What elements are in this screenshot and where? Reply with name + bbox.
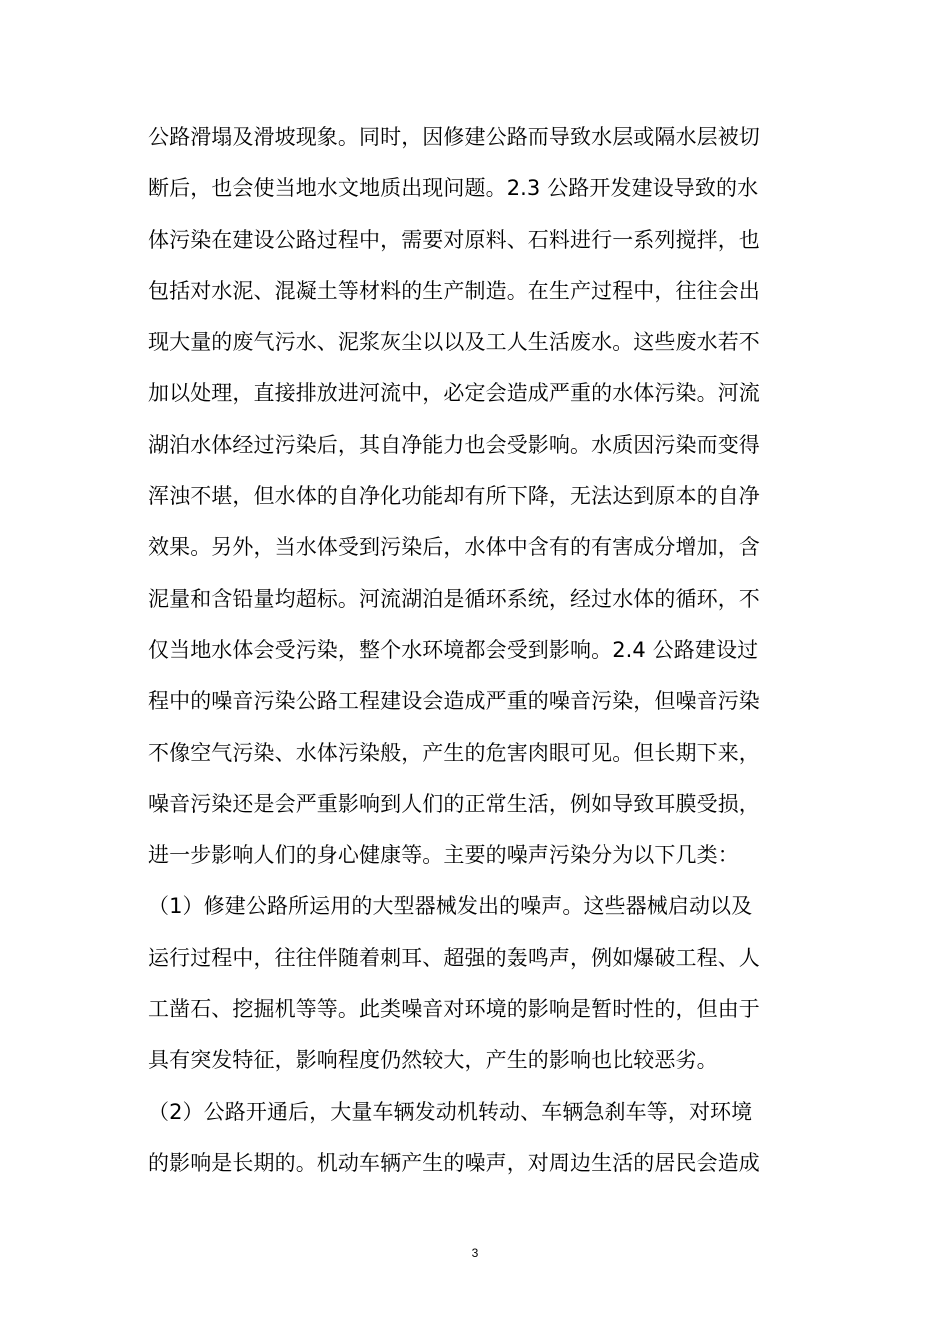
text-line: 公路滑塌及滑坡现象。同时，因修建公路而导致水层或隔水层被切 [148, 125, 760, 149]
text-line: 具有突发特征，影响程度仍然较大，产生的影响也比较恶劣。 [148, 1048, 718, 1073]
text-line: 泥量和含铅量均超标。河流湖泊是循环系统，经过水体的循环，不 [148, 586, 760, 611]
text-line: 效果。另外，当水体受到污染后，水体中含有的有害成分增加，含 [148, 535, 760, 560]
text-line: 加以处理，直接排放进河流中，必定会造成严重的水体污染。河流 [148, 381, 760, 406]
text-line: 现大量的废气污水、泥浆灰尘以以及工人生活废水。这些废水若不 [148, 330, 760, 355]
text-line: 的影响是长期的。机动车辆产生的噪声，对周边生活的居民会造成 [148, 1150, 760, 1175]
text-line: 断后，也会使当地水文地质出现问题。2.3 公路开发建设导致的水 [148, 176, 759, 201]
text-line: 运行过程中，往往伴随着刺耳、超强的轰鸣声，例如爆破工程、人 [148, 945, 760, 970]
text-line: 浑浊不堪，但水体的自净化功能却有所下降，无法达到原本的自净 [148, 484, 760, 509]
text-line: （1）修建公路所运用的大型器械发出的噪声。这些器械启动以及 [148, 894, 753, 919]
text-line: 工凿石、挖掘机等等。此类噪音对环境的影响是暂时性的，但由于 [148, 997, 760, 1022]
text-line: 湖泊水体经过污染后，其自净能力也会受影响。水质因污染而变得 [148, 432, 760, 457]
text-line: 进一步影响人们的身心健康等。主要的噪声污染分为以下几类： [148, 843, 739, 868]
text-line: 程中的噪音污染公路工程建设会造成严重的噪音污染，但噪音污染 [148, 689, 760, 714]
text-line: 不像空气污染、水体污染般，产生的危害肉眼可见。但长期下来， [148, 740, 760, 765]
text-line: 噪音污染还是会严重影响到人们的正常生活，例如导致耳膜受损， [148, 791, 760, 816]
text-line: （2）公路开通后，大量车辆发动机转动、车辆急刹车等，对环境 [148, 1099, 753, 1124]
text-line: 体污染在建设公路过程中，需要对原料、石料进行一系列搅拌，也 [148, 227, 760, 252]
body-text [148, 115, 808, 1192]
text-line: 包括对水泥、混凝土等材料的生产制造。在生产过程中，往往会出 [148, 278, 760, 303]
text-line: 仅当地水体会受污染，整个水环境都会受到影响。2.4 公路建设过 [148, 637, 759, 662]
page-number: 3 [471, 1246, 479, 1260]
